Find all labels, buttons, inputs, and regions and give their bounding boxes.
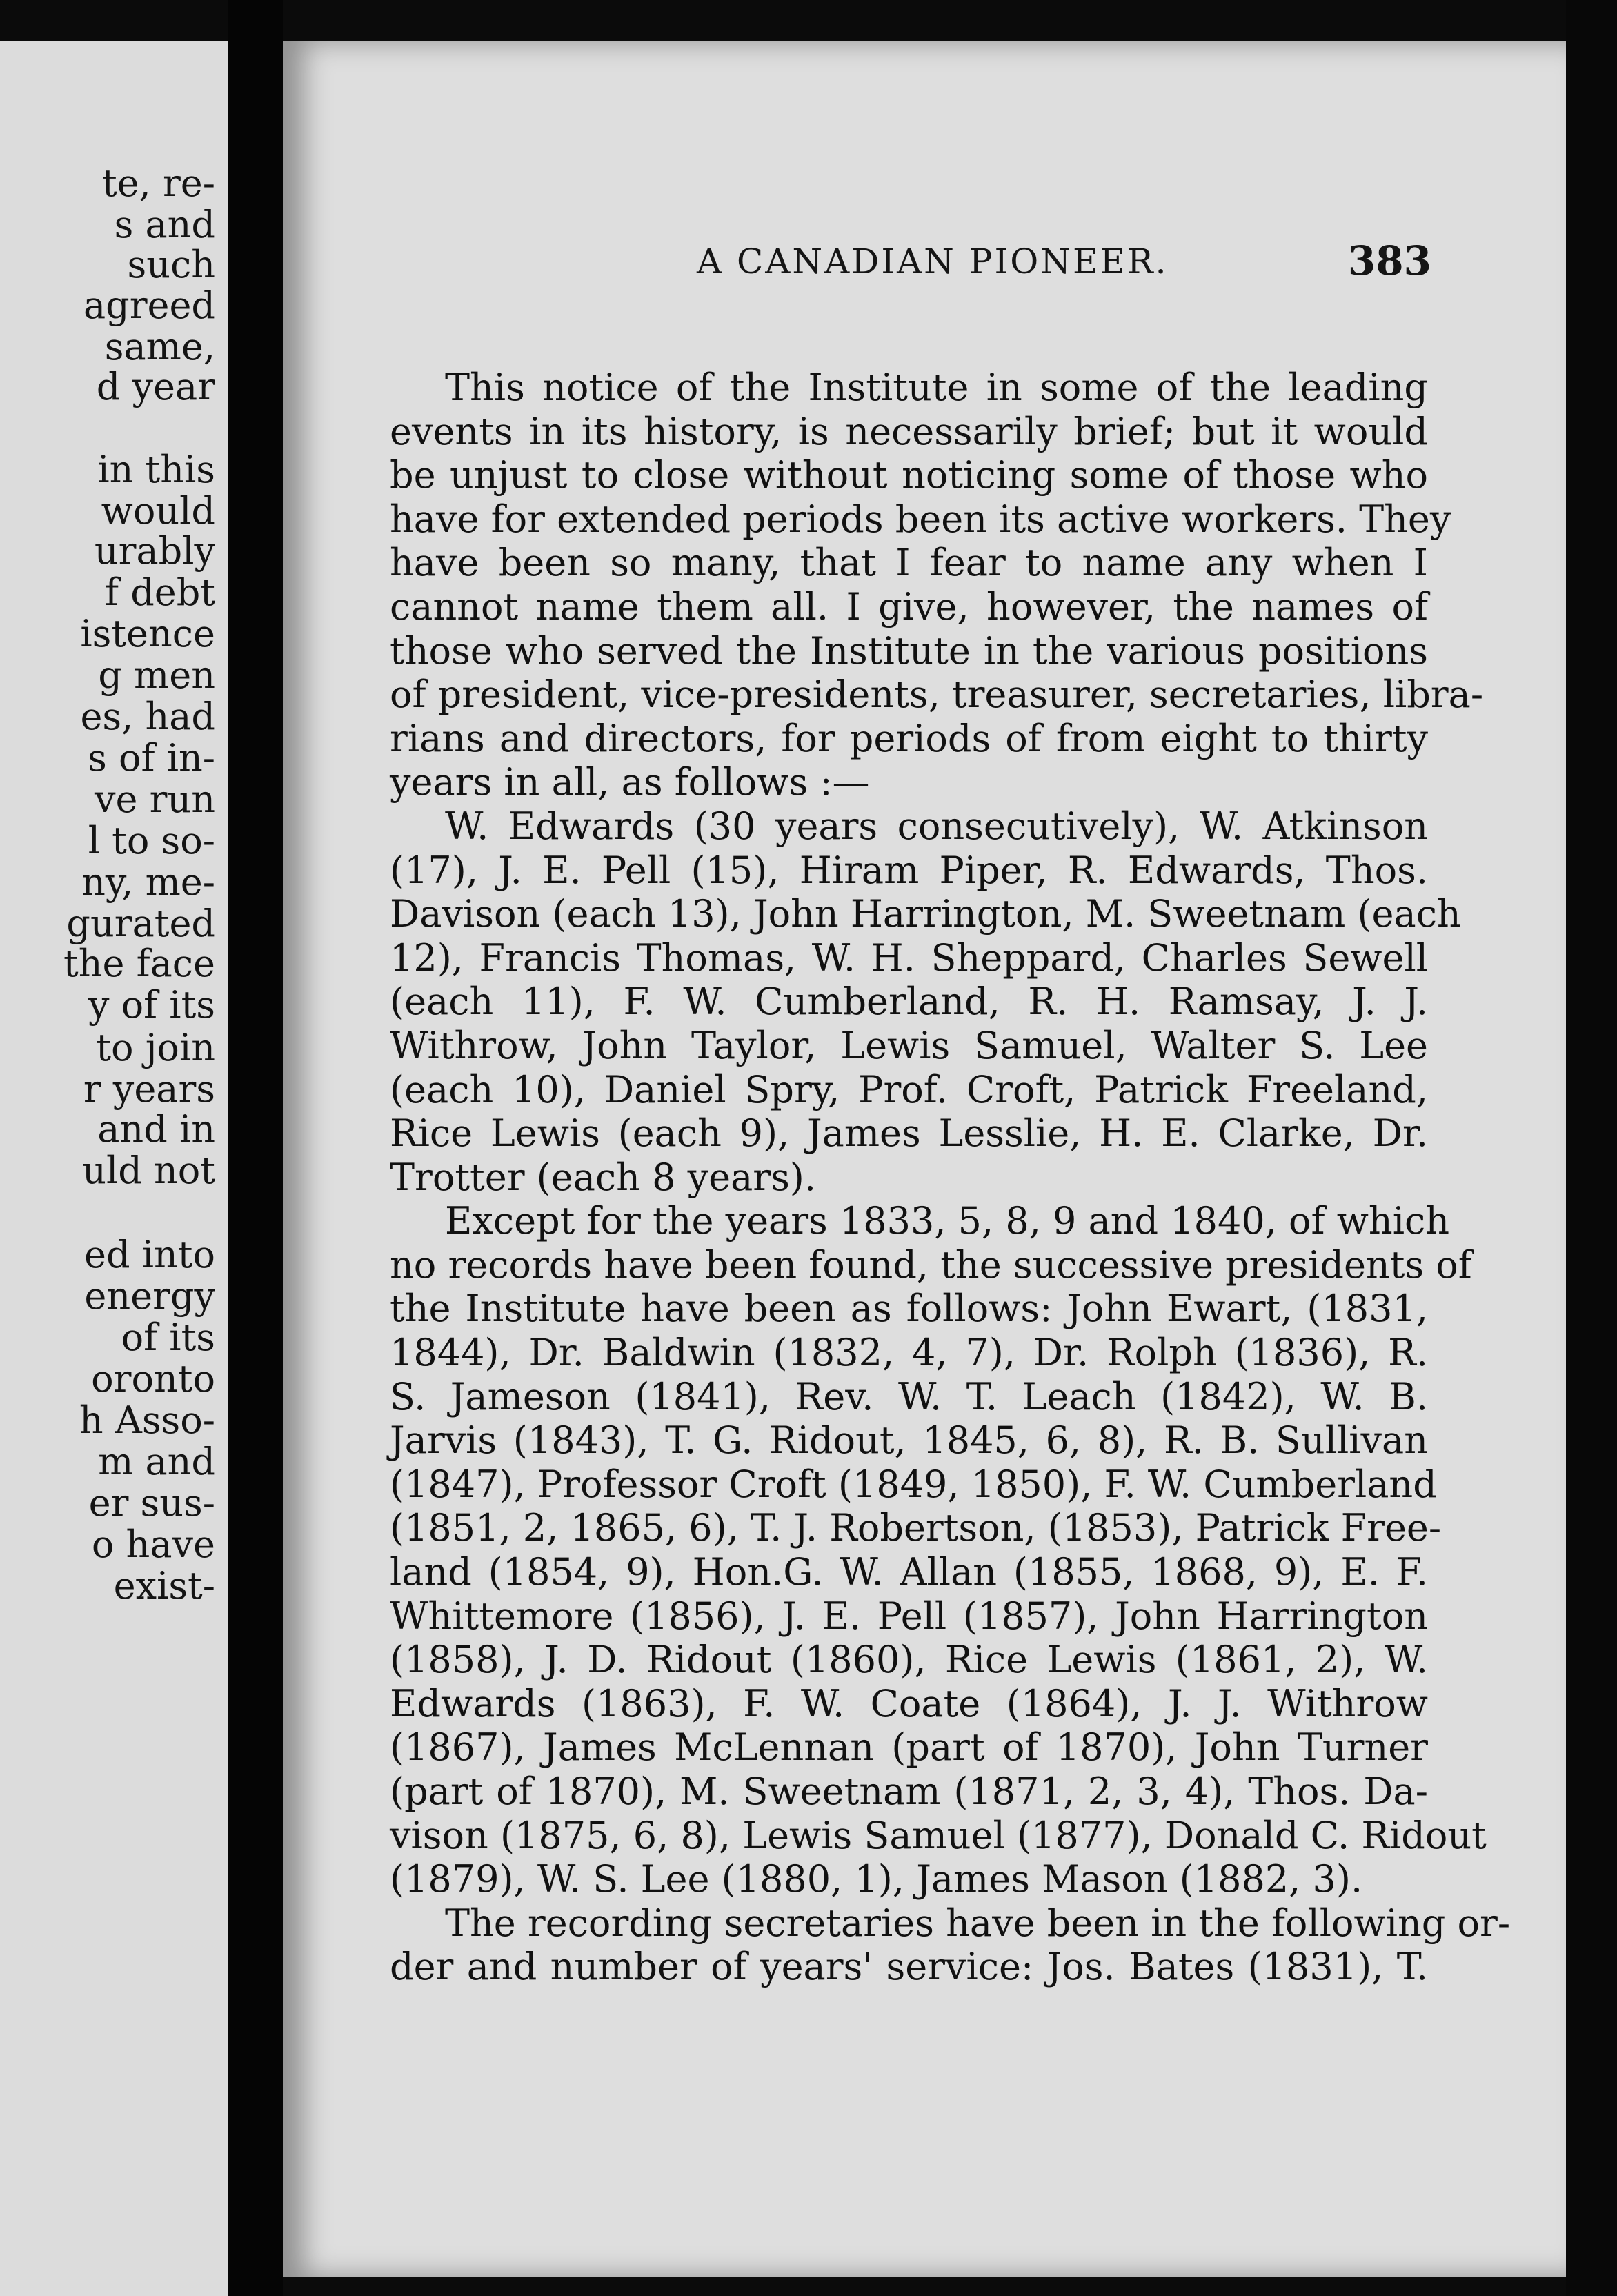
- facing-page-line: s of in-: [88, 736, 215, 780]
- facing-page-line: the face: [63, 942, 215, 985]
- text-line: Jarvis (1843), T. G. Ridout, 1845, 6, 8), R. B. Sullivan: [390, 1418, 1428, 1463]
- facing-page-line: ny, me-: [81, 860, 215, 904]
- text-line: Whittemore (1856), J. E. Pell (1857), John Harrington: [390, 1594, 1428, 1638]
- facing-page-line: same,: [104, 325, 215, 368]
- text-line: Davison (each 13), John Harrington, M. Sweetnam (each: [390, 892, 1461, 936]
- text-line: cannot name them all. I give, however, the names of: [390, 584, 1428, 629]
- facing-page-line: would: [101, 489, 215, 533]
- text-line: Except for the years 1833, 5, 8, 9 and 1840, of which: [445, 1199, 1449, 1243]
- text-line: (1867), James McLennan (part of 1870), John Turner: [390, 1725, 1428, 1770]
- facing-page-line: g men: [98, 653, 215, 697]
- text-line: be unjust to close without noticing some of those who: [390, 453, 1428, 497]
- text-line: have for extended periods been its active workers. They: [390, 497, 1451, 541]
- facing-page-line: o have: [91, 1523, 215, 1566]
- text-line: This notice of the Institute in some of the leading: [445, 366, 1428, 409]
- facing-page-line: d year: [96, 365, 215, 408]
- text-line: Rice Lewis (each 9), James Lesslie, H. E. Clarke, Dr.: [390, 1111, 1428, 1156]
- text-line: The recording secretaries have been in the following or-: [445, 1901, 1511, 1945]
- facing-page-line: er sus-: [88, 1481, 215, 1525]
- text-line: no records have been found, the successive presidents of: [390, 1243, 1472, 1287]
- text-line: land (1854, 9), Hon.G. W. Allan (1855, 1868, 9), E. F.: [390, 1550, 1428, 1594]
- text-line: der and number of years' service: Jos. Bates (1831), T.: [390, 1945, 1428, 1989]
- text-line: (part of 1870), M. Sweetnam (1871, 2, 3, 4), Thos. Da-: [390, 1770, 1428, 1813]
- facing-page-line: and in: [97, 1107, 215, 1151]
- text-line: events in its history, is necessarily brief; but it would: [390, 409, 1428, 453]
- text-line: S. Jameson (1841), Rev. W. T. Leach (1842), W. B.: [390, 1374, 1428, 1418]
- text-line: rians and directors, for periods of from eight to thirty: [390, 716, 1428, 760]
- facing-page-line: oronto: [91, 1357, 215, 1401]
- facing-page-line: te, re-: [101, 161, 215, 205]
- text-line: of president, vice-presidents, treasurer, secretaries, libra-: [390, 673, 1484, 717]
- text-line: 1844), Dr. Baldwin (1832, 4, 7), Dr. Rolph (1836), R.: [390, 1331, 1428, 1375]
- facing-page-line: es, had: [80, 695, 215, 738]
- page-edge-shadow: [1566, 0, 1617, 2296]
- running-head-title: A CANADIAN PIONEER.: [697, 241, 1169, 281]
- text-line: Withrow, John Taylor, Lewis Samuel, Walter S. Lee: [390, 1023, 1428, 1067]
- facing-page-line: such: [127, 243, 215, 286]
- text-line: 12), Francis Thomas, W. H. Sheppard, Charles Sewell: [390, 936, 1428, 980]
- text-line: (17), J. E. Pell (15), Hiram Piper, R. Edwards, Thos.: [390, 848, 1428, 892]
- facing-page-line: l to so-: [88, 819, 215, 862]
- body-text: [390, 366, 1511, 1989]
- text-line: W. Edwards (30 years consecutively), W. Atkinson: [445, 804, 1428, 848]
- facing-page-line: m and: [98, 1440, 215, 1483]
- running-head: [283, 237, 1566, 297]
- facing-page-line: f debt: [105, 571, 215, 614]
- facing-page-line: y of its: [88, 983, 215, 1027]
- text-line: (1858), J. D. Ridout (1860), Rice Lewis (1861, 2), W.: [390, 1638, 1428, 1682]
- text-line: vison (1875, 6, 8), Lewis Samuel (1877), Donald C. Ridout: [390, 1813, 1487, 1857]
- facing-page-line: h Asso-: [79, 1398, 215, 1442]
- facing-page-line: of its: [121, 1316, 215, 1359]
- text-line: those who served the Institute in the various positions: [390, 629, 1428, 673]
- facing-page-line: urably: [94, 529, 215, 573]
- facing-page-line: uld not: [82, 1149, 215, 1192]
- facing-page-line: ed into: [84, 1233, 215, 1276]
- facing-page-fragment: [0, 41, 228, 2296]
- text-line: (1879), W. S. Lee (1880, 1), James Mason (1882, 3).: [390, 1857, 1363, 1901]
- facing-page-line: exist-: [113, 1564, 215, 1607]
- text-line: have been so many, that I fear to name any when I: [390, 541, 1428, 585]
- facing-page-line: to join: [96, 1026, 215, 1069]
- facing-page-line: in this: [97, 448, 215, 491]
- text-line: (each 10), Daniel Spry, Prof. Croft, Patrick Freeland,: [390, 1067, 1428, 1111]
- text-line: (1847), Professor Croft (1849, 1850), F. W. Cumberland: [390, 1462, 1437, 1506]
- facing-page-line: gurated: [66, 902, 215, 945]
- text-line: years in all, as follows :—: [390, 760, 870, 804]
- book-gutter: [228, 0, 283, 2296]
- facing-page-line: istence: [80, 612, 215, 655]
- text-line: (each 11), F. W. Cumberland, R. H. Ramsay, J. J.: [390, 980, 1428, 1024]
- page-number: 383: [1347, 237, 1431, 284]
- text-line: Trotter (each 8 years).: [390, 1155, 817, 1199]
- facing-page-line: s and: [114, 203, 215, 246]
- facing-page-line: energy: [84, 1274, 215, 1318]
- facing-page-line: ve run: [95, 778, 215, 821]
- text-line: (1851, 2, 1865, 6), T. J. Robertson, (1853), Patrick Free-: [390, 1506, 1442, 1550]
- text-line: the Institute have been as follows: John Ewart, (1831,: [390, 1287, 1428, 1331]
- facing-page-line: agreed: [83, 284, 215, 327]
- facing-page-line: r years: [83, 1067, 215, 1111]
- book-page: [283, 41, 1566, 2277]
- text-line: Edwards (1863), F. W. Coate (1864), J. J. Withrow: [390, 1681, 1428, 1725]
